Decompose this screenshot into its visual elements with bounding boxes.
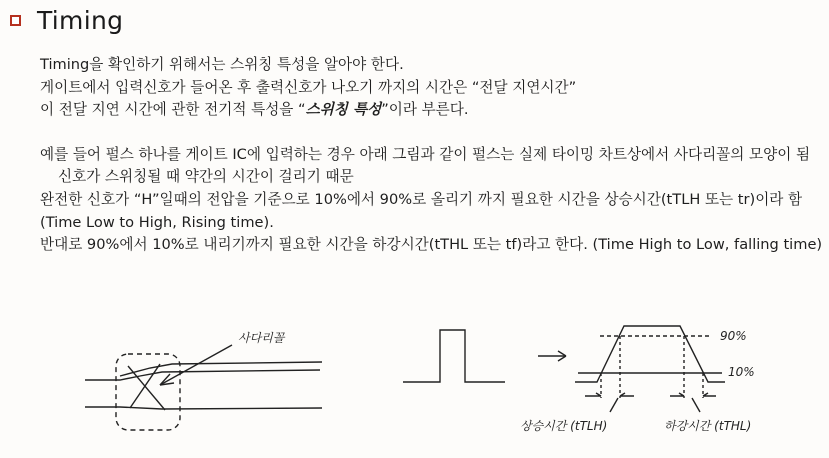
trapezoid-pulse-figure: [575, 326, 725, 412]
lower-signal-line: [85, 407, 322, 409]
fall-time-label: 하강시간 (tTHL): [664, 419, 752, 433]
fall-span-arrow: [670, 393, 716, 396]
text-line-2: 게이트에서 입력신호가 들어온 후 출력신호가 나오기 까지의 시간은 “전달 지연시간”: [40, 78, 577, 96]
text-line-7: 반대로 90%에서 10%로 내리기까지 필요한 시간을 하강시간(tTHL 또는 tf)라고 한다. (Time High to Low, falling time): [40, 236, 823, 254]
text-line-5: 신호가 스위칭될 때 약간의 시간이 걸리기 때문: [58, 168, 354, 186]
fall-label-leader: [692, 398, 700, 412]
text-line-4: 예를 들어 펄스 하나를 게이트 IC에 입력하는 경우 아래 그림과 같이 펄스는 실제 타이밍 차트상에서 사다리꼴의 모양이 됨: [40, 145, 811, 163]
ideal-pulse-waveform: [403, 330, 505, 382]
slide-title: Timing: [37, 6, 124, 35]
ideal-pulse-figure: [403, 330, 566, 382]
switching-characteristic-emphasis: 스위칭 특성: [305, 101, 382, 119]
upper-signal-line: [85, 370, 320, 380]
crossing-signals-figure: [85, 345, 322, 430]
crossing-line-b: [130, 364, 160, 408]
text-line-3-post: ”이라 부른다.: [381, 101, 469, 119]
dashed-highlight-box: [116, 354, 180, 430]
trapezoid-label: 사다리꼴: [238, 331, 285, 345]
rise-label-leader: [610, 398, 618, 412]
text-line-3-pre: 이 전달 지연 시간에 관한 전기적 특성을 “: [40, 101, 306, 119]
rise-time-label: 상승시간 (tTLH): [520, 419, 608, 433]
level-10-label: 10%: [728, 365, 755, 379]
text-line-6: 완전한 신호가 “H”일때의 전압을 기준으로 10%에서 90%로 올리기 까지 필요한 시간을 상승시간(tTLH 또는 tr)이라 함 (Time Low to High, Rising time).: [40, 190, 803, 231]
pointer-arrowhead: [160, 374, 174, 385]
trapezoid-pointer-arrow: [160, 345, 232, 385]
rise-span-arrow: [585, 393, 634, 396]
text-line-1: Timing을 확인하기 위해서는 스위칭 특성을 알아야 한다.: [40, 56, 404, 73]
level-90-label: 90%: [720, 329, 747, 343]
